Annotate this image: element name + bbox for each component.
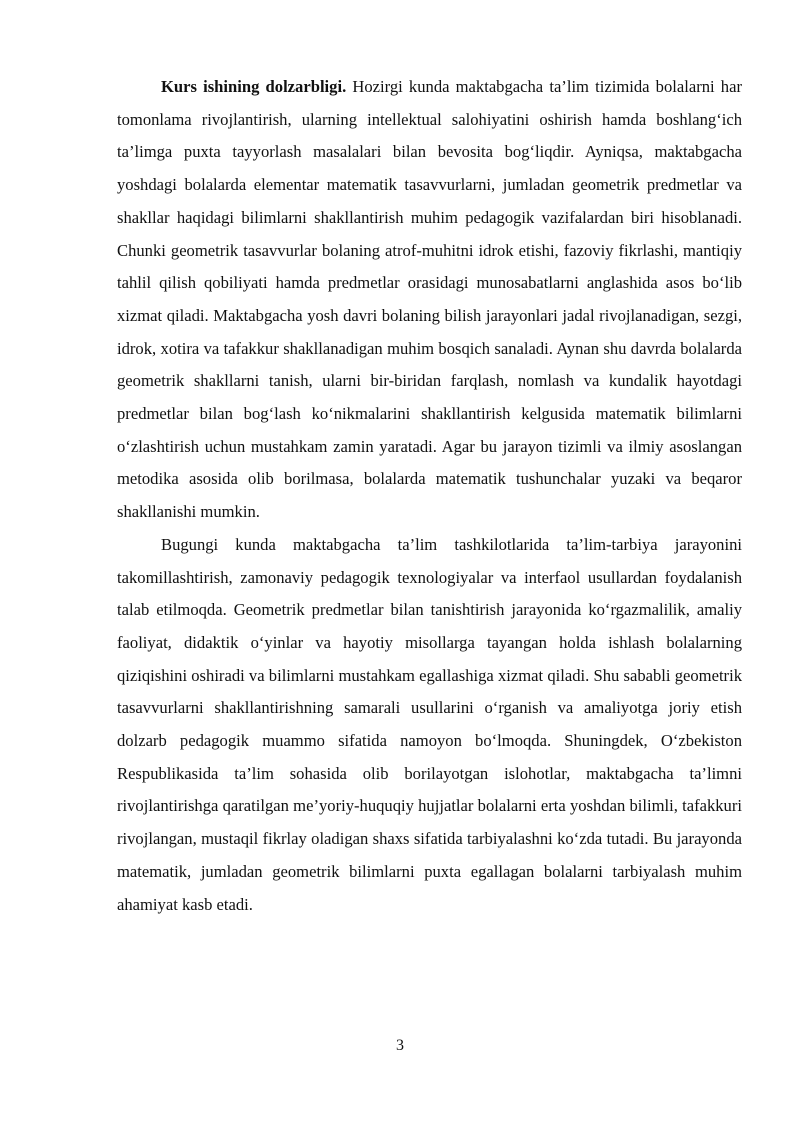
paragraph-modern-education <box>117 529 742 921</box>
paragraph-text: Hozirgi kunda maktabgacha ta’lim tizimida bolalarni har tomonlama rivojlantirish, ularning intellektual salohiyatini oshirish hamda boshlang‘ich ta’limga puxta tayyorlash masalalari bilan bevosita bog‘liqdir. Ayniqsa, maktabgacha yoshdagi bolalarda elementar matematik tasavvurlarni, jumladan geometrik predmetlar va shakllar haqidagi bilimlarni shakllantirish muhim pedagogik vazifalardan biri hisoblanadi. Chunki geometrik tasavvurlar bolaning atrof-muhitni idrok etishi, fazoviy fikrlashi, mantiqiy tahlil qilish qobiliyati hamda predmetlar orasidagi munosabatlarni anglashida asos bo‘lib xizmat qiladi. Maktabgacha yosh davri bolaning bilish jarayonlari jadal rivojlanadigan, sezgi, idrok, xotira va tafakkur shakllanadigan muhim bosqich sanaladi. Aynan shu davrda bolalarda geometrik shakllarni tanish, ularni bir-biridan farqlash, nomlash va kundalik hayotdagi predmetlar bilan bog‘lash ko‘nikmalarini shakllantirish kelgusida matematik bilimlarni o‘zlashtirish uchun mustahkam zamin yaratadi. Agar bu jarayon tizimli va ilmiy asoslangan metodika asosida olib borilmasa, bolalarda matematik tushunchalar yuzaki va beqaror shakllanishi mumkin. <box>117 77 742 522</box>
paragraph-relevance <box>117 71 742 529</box>
section-heading: Kurs ishining dolzarbligi. <box>161 77 347 96</box>
document-body <box>117 71 742 921</box>
paragraph-text: Bugungi kunda maktabgacha ta’lim tashkilotlarida ta’lim-tarbiya jarayonini takomillashtirish, zamonaviy pedagogik texnologiyalar va interfaol usullardan foydalanish talab etilmoqda. Geometrik predmetlar bilan tanishtirish jarayonida ko‘rgazmalilik, amaliy faoliyat, didaktik o‘yinlar va hayotiy misollarga tayangan holda ishlash bolalarning qiziqishini oshiradi va bilimlarni mustahkam egallashiga xizmat qiladi. Shu sababli geometrik tasavvurlarni shakllantirishning samarali usullarini o‘rganish va amaliyotga joriy etish dolzarb pedagogik muammo sifatida namoyon bo‘lmoqda. Shuningdek, O‘zbekiston Respublikasida ta’lim sohasida olib borilayotgan islohotlar, maktabgacha ta’limni rivojlantirishga qaratilgan me’yoriy-huquqiy hujjatlar bolalarni erta yoshdan bilimli, tafakkuri rivojlangan, mustaqil fikrlay oladigan shaxs sifatida tarbiyalashni ko‘zda tutadi. Bu jarayonda matematik, jumladan geometrik bilimlarni puxta egallagan bolalarni tarbiyalash muhim ahamiyat kasb etadi. <box>117 534 742 914</box>
page-number: 3 <box>396 1037 404 1054</box>
